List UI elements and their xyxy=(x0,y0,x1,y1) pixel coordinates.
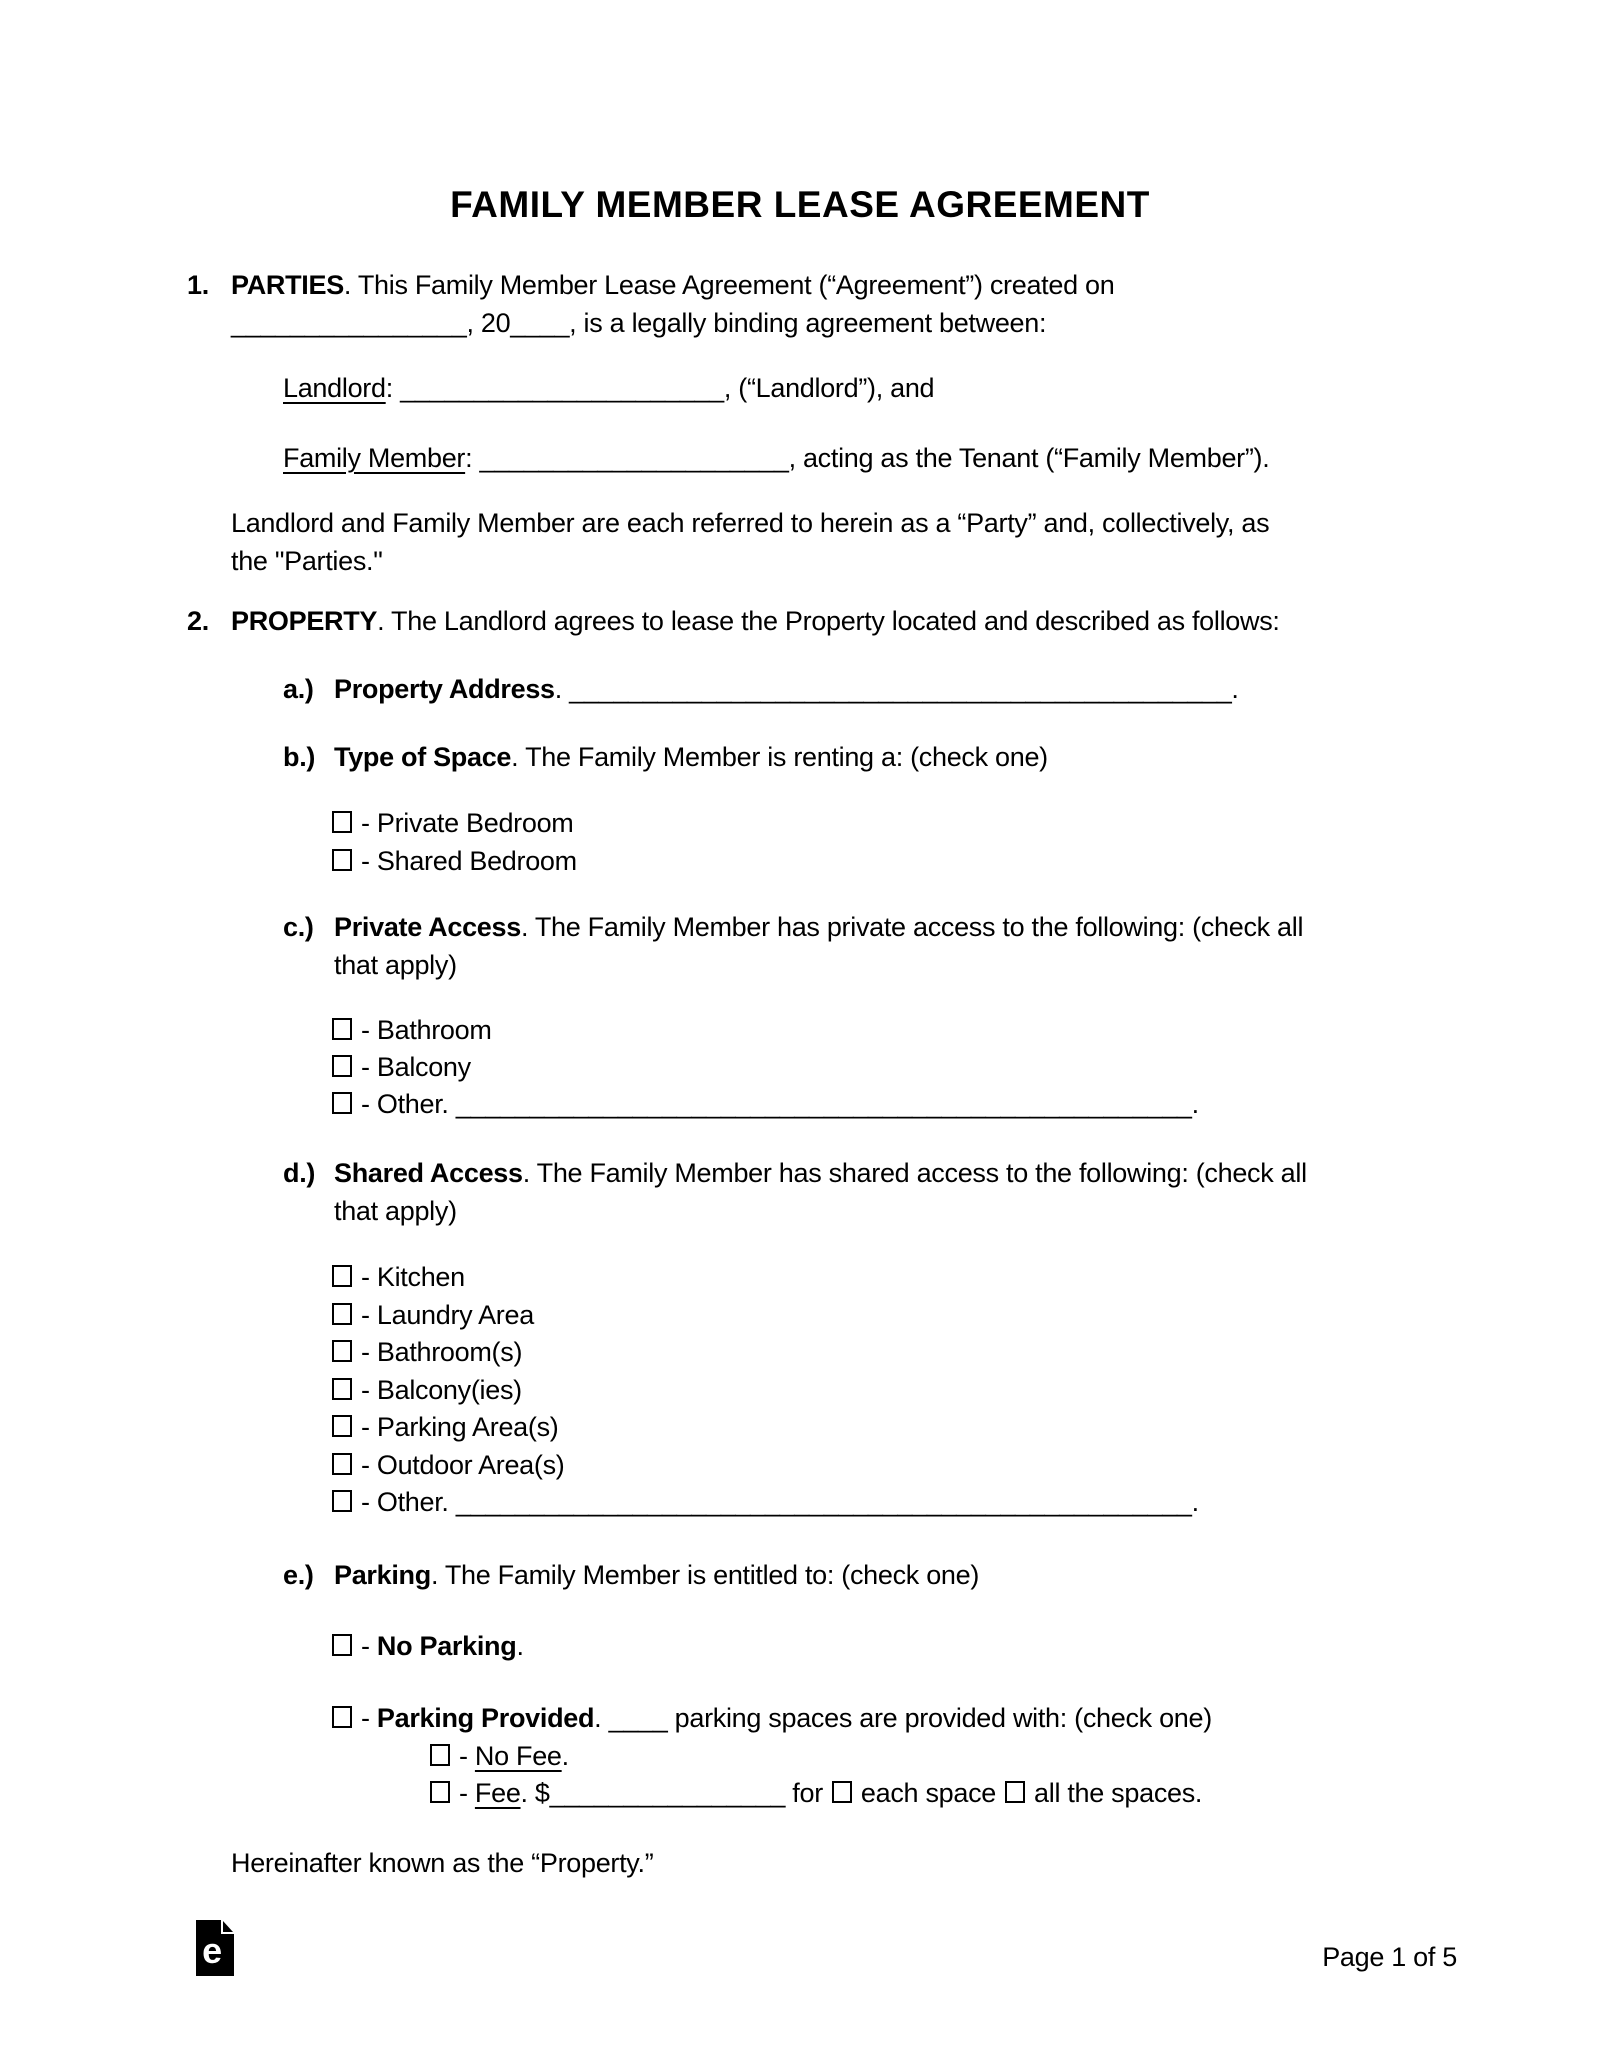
section-property xyxy=(187,602,1280,640)
checkbox-no-parking[interactable] xyxy=(332,1634,352,1656)
checkbox-shared-balconies[interactable] xyxy=(332,1378,352,1400)
option-label: - Private Bedroom xyxy=(361,808,574,838)
option-row-shared-other xyxy=(332,1483,1199,1521)
checkbox-shared-laundry-area[interactable] xyxy=(332,1303,352,1325)
checkbox-shared-kitchen[interactable] xyxy=(332,1265,352,1287)
fee-label: Fee xyxy=(474,1778,521,1808)
section-heading: PARTIES xyxy=(231,270,344,300)
private-access-line-2: that apply) xyxy=(334,950,457,980)
private-access-line-1 xyxy=(283,908,1303,946)
type-of-space-label: Type of Space xyxy=(334,742,512,772)
eforms-logo xyxy=(196,1920,234,1976)
checkbox-private-other[interactable] xyxy=(332,1092,352,1114)
parties-line-2 xyxy=(187,304,1114,342)
checkbox-shared-bathrooms[interactable] xyxy=(332,1340,352,1362)
option-row-private-bathroom xyxy=(332,1011,492,1049)
item-shared-access xyxy=(283,1154,1307,1230)
checkbox-fee-all-spaces[interactable] xyxy=(1005,1781,1025,1803)
shared-other-blank[interactable]: - Other. __________________________________________________. xyxy=(361,1487,1199,1517)
option-label: - Parking Area(s) xyxy=(361,1412,559,1442)
checkbox-parking-provided[interactable] xyxy=(332,1706,352,1728)
parties-collective-paragraph xyxy=(231,504,1269,580)
checkbox-shared-bedroom[interactable] xyxy=(332,849,352,871)
option-row-shared-kitchen xyxy=(332,1258,465,1296)
collective-line-2: the "Parties." xyxy=(231,546,383,576)
option-label: - Shared Bedroom xyxy=(361,846,577,876)
option-row-no-fee xyxy=(430,1737,569,1775)
landlord-name-blank[interactable]: : ______________________, (“Landlord”), and xyxy=(385,373,935,403)
fee-all-spaces-label: all the spaces. xyxy=(1034,1778,1203,1808)
parties-line-1 xyxy=(187,266,1114,304)
option-row-shared-balconies xyxy=(332,1371,522,1409)
option-row-shared-bedroom xyxy=(332,842,577,880)
property-address-label: Property Address xyxy=(334,674,555,704)
private-other-blank[interactable]: - Other. __________________________________________________. xyxy=(361,1089,1199,1119)
checkbox-no-fee[interactable] xyxy=(430,1744,450,1766)
parking-text: . The Family Member is entitled to: (check one) xyxy=(430,1560,980,1590)
option-label: - Bathroom xyxy=(361,1015,492,1045)
option-row-fee xyxy=(430,1774,1202,1812)
option-row-shared-outdoor-areas xyxy=(332,1446,564,1484)
option-label: - Laundry Area xyxy=(361,1300,534,1330)
option-row-private-other xyxy=(332,1085,1199,1123)
item-letter: c.) xyxy=(283,912,314,942)
item-letter: b.) xyxy=(283,742,316,772)
item-private-access xyxy=(283,908,1303,984)
option-row-shared-laundry-area xyxy=(332,1296,534,1334)
parties-intro-text: . This Family Member Lease Agreement (“Agreement”) created on xyxy=(343,270,1115,300)
parking-label: Parking xyxy=(334,1560,431,1590)
hereinafter-line: Hereinafter known as the “Property.” xyxy=(231,1848,654,1878)
no-parking-label: No Parking xyxy=(376,1631,517,1661)
page-number-label: Page 1 of 5 xyxy=(1322,1942,1457,1972)
eforms-document-icon xyxy=(196,1920,234,1976)
checkbox-shared-parking-areas[interactable] xyxy=(332,1415,352,1437)
item-property-address xyxy=(283,670,1239,708)
option-row-no-parking xyxy=(332,1627,524,1665)
section-number: 1. xyxy=(187,270,209,300)
agreement-date-blank[interactable]: ________________, 20____, is a legally binding agreement between: xyxy=(231,308,1047,338)
page-title: FAMILY MEMBER LEASE AGREEMENT xyxy=(450,184,1150,225)
option-row-shared-parking-areas xyxy=(332,1408,558,1446)
option-row-private-bedroom xyxy=(332,804,573,842)
option-label: - Bathroom(s) xyxy=(361,1337,523,1367)
option-label: - Balcony(ies) xyxy=(361,1375,522,1405)
checkbox-private-bedroom[interactable] xyxy=(332,811,352,833)
checkbox-private-bathroom[interactable] xyxy=(332,1018,352,1040)
option-label: - Outdoor Area(s) xyxy=(361,1450,565,1480)
item-letter: a.) xyxy=(283,674,314,704)
private-access-text: . The Family Member has private access to the following: (check all xyxy=(520,912,1304,942)
option-row-private-balcony xyxy=(332,1048,471,1086)
option-row-parking-provided xyxy=(332,1699,1212,1737)
shared-access-line-1 xyxy=(283,1154,1307,1192)
family-member-name-blank[interactable]: : _____________________, acting as the Tenant (“Family Member”). xyxy=(465,443,1270,473)
checkbox-shared-outdoor-areas[interactable] xyxy=(332,1453,352,1475)
shared-access-label: Shared Access xyxy=(334,1158,523,1188)
family-member-line xyxy=(283,439,1269,477)
property-address-blank[interactable]: . _____________________________________________. xyxy=(554,674,1239,704)
option-period: . xyxy=(516,1631,524,1661)
parking-provided-label: Parking Provided xyxy=(376,1703,595,1733)
landlord-line xyxy=(283,369,934,407)
checkbox-fee-each-space[interactable] xyxy=(832,1781,852,1803)
option-label: - Balcony xyxy=(361,1052,471,1082)
section-number: 2. xyxy=(187,606,209,636)
option-period: . xyxy=(561,1741,569,1771)
collective-line-1: Landlord and Family Member are each referred to herein as a “Party” and, collectively, as xyxy=(231,508,1270,538)
option-label: - Kitchen xyxy=(361,1262,465,1292)
option-dash: - xyxy=(459,1778,475,1808)
item-parking xyxy=(283,1556,979,1594)
option-row-shared-bathrooms xyxy=(332,1333,522,1371)
option-dash: - xyxy=(361,1631,377,1661)
fee-amount-blank[interactable]: . $________________ for xyxy=(520,1778,823,1808)
item-letter: d.) xyxy=(283,1158,316,1188)
family-member-label: Family Member xyxy=(283,443,466,473)
section-parties xyxy=(187,266,1114,342)
checkbox-fee[interactable] xyxy=(430,1781,450,1803)
checkbox-shared-other[interactable] xyxy=(332,1490,352,1512)
fee-each-space-label: each space xyxy=(860,1778,997,1808)
no-fee-label: No Fee xyxy=(474,1741,562,1771)
option-dash: - xyxy=(361,1703,377,1733)
property-intro-text: . The Landlord agrees to lease the Property located and described as follows: xyxy=(377,606,1280,636)
logo-letter: e xyxy=(202,1930,222,1971)
type-of-space-text: . The Family Member is renting a: (check one) xyxy=(511,742,1048,772)
checkbox-private-balcony[interactable] xyxy=(332,1055,352,1077)
section-heading: PROPERTY xyxy=(231,606,378,636)
landlord-label: Landlord xyxy=(283,373,386,403)
item-type-of-space xyxy=(283,738,1048,776)
shared-access-line-2: that apply) xyxy=(334,1196,457,1226)
item-letter: e.) xyxy=(283,1560,314,1590)
parking-spaces-blank[interactable]: . ____ parking spaces are provided with: (check one) xyxy=(594,1703,1212,1733)
shared-access-text: . The Family Member has shared access to the following: (check all xyxy=(522,1158,1307,1188)
private-access-label: Private Access xyxy=(334,912,521,942)
option-dash: - xyxy=(459,1741,475,1771)
